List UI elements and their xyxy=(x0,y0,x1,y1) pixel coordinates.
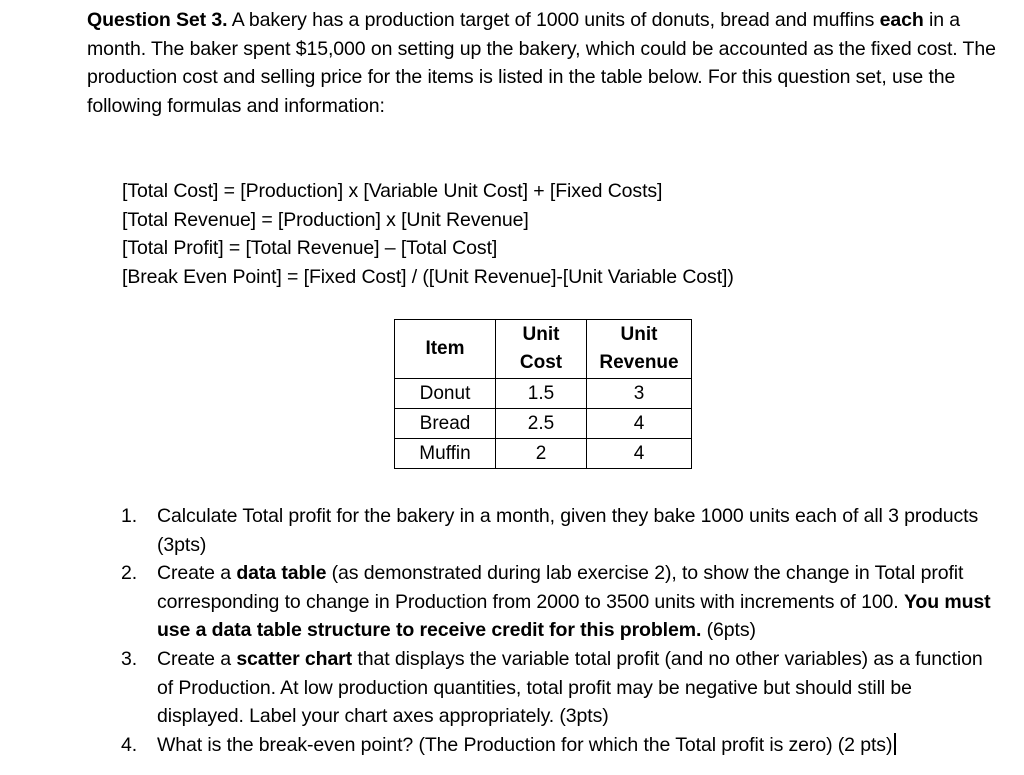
formula-total-profit: [Total Profit] = [Total Revenue] – [Total Cost] xyxy=(122,237,498,260)
cell-cost: 2 xyxy=(496,439,587,469)
question-bold-scatter-chart: scatter chart xyxy=(236,647,353,670)
question-text-mid: (as demonstrated during lab exercise 2), to show the change in Total profit corresponding to change in Production from 2000 to 3500 units with increments of 100. xyxy=(157,562,964,613)
question-set-heading: Question Set 3. xyxy=(87,9,228,31)
question-text-post: (6pts) xyxy=(701,619,756,642)
cell-revenue: 4 xyxy=(587,439,692,469)
question-number: 1. xyxy=(121,505,138,527)
header-item-label: Item xyxy=(425,338,465,359)
table-header-row xyxy=(395,320,692,379)
question-number: 4. xyxy=(121,733,138,756)
question-bold-data-table: data table xyxy=(236,562,327,585)
table-row xyxy=(395,439,692,469)
question-text-pre: Create a xyxy=(157,562,237,585)
list-item xyxy=(121,502,1001,559)
text-cursor xyxy=(894,733,896,755)
cell-revenue: 4 xyxy=(587,409,692,439)
item-cost-table xyxy=(394,319,692,469)
header-cost-line2: Cost xyxy=(519,352,563,373)
cell-item: Muffin xyxy=(395,439,496,469)
header-unit-cost xyxy=(496,320,587,379)
intro-paragraph xyxy=(87,6,1007,120)
header-revenue-line2: Revenue xyxy=(599,352,679,373)
formula-break-even xyxy=(122,263,922,292)
table-row xyxy=(395,379,692,409)
formula-break-even-text: [Break Even Point] = [Fixed Cost] / ([Unit Revenue]-[Unit Variable Cost]) xyxy=(122,265,734,288)
formula-list xyxy=(122,177,922,291)
table-row xyxy=(395,409,692,439)
question-text: Calculate Total profit for the bakery in a month, given they bake 1000 units each of all 3 products (3pts) xyxy=(157,505,979,556)
formula-total-revenue: [Total Revenue] = [Production] x [Unit Revenue] xyxy=(122,208,529,231)
header-unit-revenue xyxy=(587,320,692,379)
question-text: What is the break-even point? (The Production for which the Total profit is zero) (2 pts) xyxy=(157,733,893,756)
cell-revenue: 3 xyxy=(587,379,692,409)
header-item xyxy=(395,320,496,379)
list-item xyxy=(121,559,1001,645)
list-item xyxy=(121,731,1001,760)
header-revenue-line1: Unit xyxy=(620,324,658,345)
cell-item: Bread xyxy=(395,409,496,439)
intro-text-1: A bakery has a production target of 1000 units of donuts, bread and muffins xyxy=(227,9,880,31)
question-number: 3. xyxy=(121,647,138,670)
intro-text-2: in a month. The baker spent $15,000 on setting up the bakery, which could be accounted as the fixed cost. The production cost and selling price for the items is listed in the table below. For this question set, use the following formulas and information: xyxy=(87,9,996,117)
header-cost-line1: Unit xyxy=(522,324,560,345)
question-text-post: that displays the variable total profit (and no other variables) as a function of Production. At low production quantities, total profit may be negative but should still be displayed. Label your chart axes appropriately. (3pts) xyxy=(157,647,983,728)
cell-cost: 1.5 xyxy=(496,379,587,409)
question-number: 2. xyxy=(121,562,138,585)
list-item xyxy=(121,645,1001,731)
cell-item: Donut xyxy=(395,379,496,409)
question-bold-requirement: You must use a data table structure to receive credit for this problem. xyxy=(157,590,991,642)
cell-cost: 2.5 xyxy=(496,409,587,439)
formula-total-cost: [Total Cost] = [Production] x [Variable Unit Cost] + [Fixed Costs] xyxy=(122,180,663,202)
question-list xyxy=(121,502,1001,759)
intro-bold-each: each xyxy=(879,9,924,31)
question-text-pre: Create a xyxy=(157,647,237,670)
